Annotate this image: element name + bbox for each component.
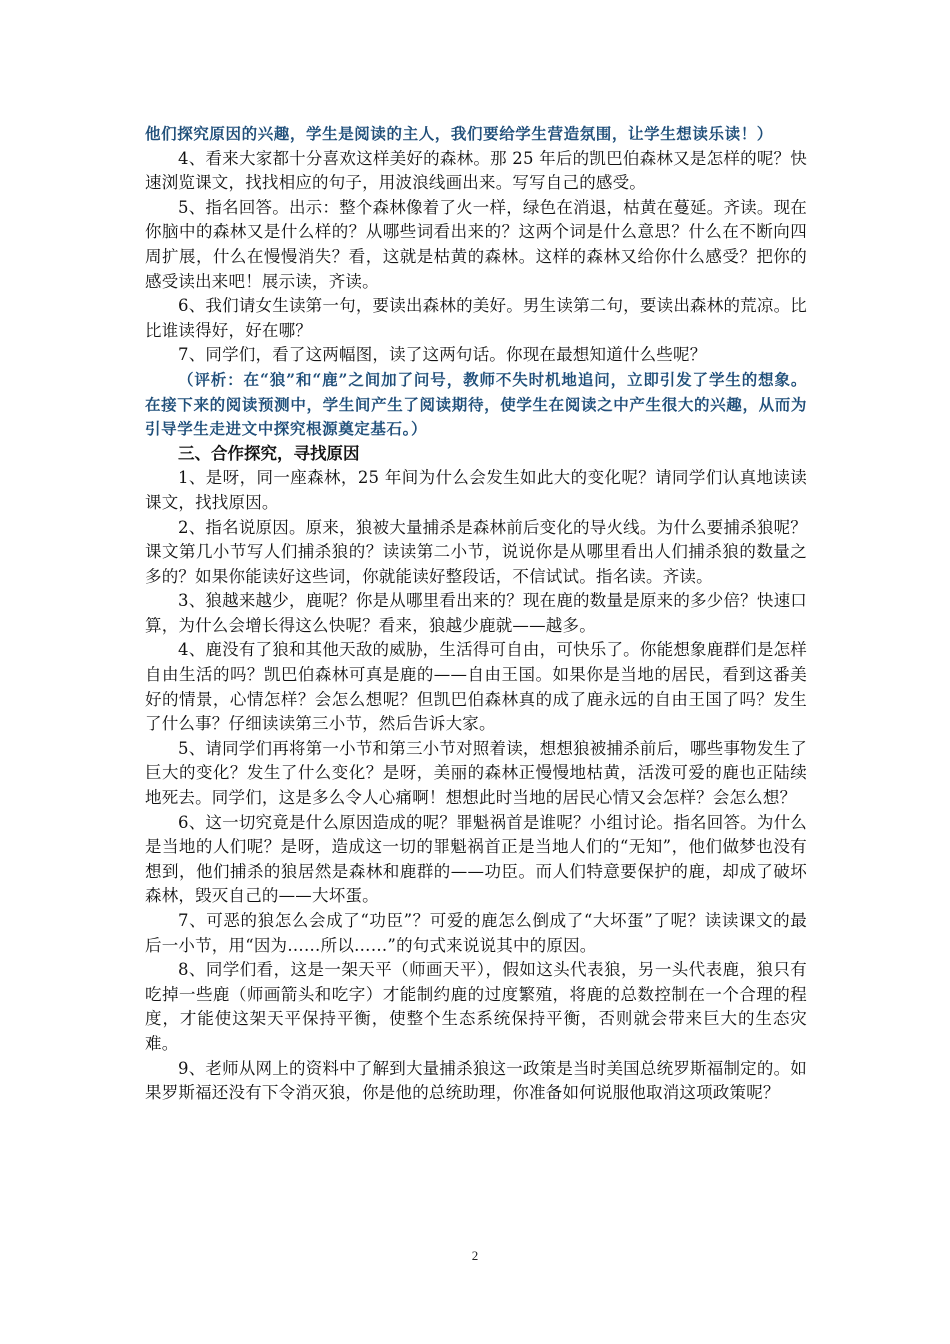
paragraph: 2、指名说原因。原来，狼被大量捕杀是森林前后变化的导火线。为什么要捕杀狼呢？课文第几小节写人们捕杀狼的？读读第二小节，说说你是从哪里看出人们捕杀狼的数量之多的？如果你能读好这些词，你就能读好整段话，不信试试。指名读。齐读。 — [145, 517, 807, 586]
section-heading: 三、合作探究，寻找原因 — [178, 443, 360, 463]
document-body — [145, 122, 807, 1106]
commentary-note: （评析：在“狼”和“鹿”之间加了问号，教师不失时机地追问，立即引发了学生的想象。在接下来的阅读预测中，学生间产生了阅读期待，使学生在阅读之中产生很大的兴趣，从而为引导学生走进文中探究根源奠定基石。） — [145, 369, 807, 439]
paragraph: 6、我们请女生读第一句，要读出森林的美好。男生读第二句，要读出森林的荒凉。比比谁读得好，好在哪？ — [145, 296, 807, 340]
paragraph: 3、狼越来越少，鹿呢？你是从哪里看出来的？现在鹿的数量是原来的多少倍？快速口算，为什么会增长得这么快呢？看来，狼越少鹿就——越多。 — [145, 591, 807, 635]
paragraph: 5、请同学们再将第一小节和第三小节对照着读，想想狼被捕杀前后，哪些事物发生了巨大的变化？发生了什么变化？是呀，美丽的森林正慢慢地枯黄，活泼可爱的鹿也正陆续地死去。同学们，这是多么令人心痛啊！想想此时当地的居民心情又会怎样？会怎么想？ — [145, 738, 807, 808]
paragraph: 6、这一切究竟是什么原因造成的呢？罪魁祸首是谁呢？小组讨论。指名回答。为什么是当地的人们呢？是呀，造成这一切的罪魁祸首正是当地人们的“无知”，他们做梦也没有想到，他们捕杀的狼居然是森林和鹿群的——功臣。而人们特意要保护的鹿，却成了破坏森林，毁灭自己的——大坏蛋。 — [145, 812, 807, 906]
paragraph: 5、指名回答。出示：整个森林像着了火一样，绿色在消退，枯黄在蔓延。齐读。现在你脑中的森林又是什么样的？从哪些词看出来的？这两个词是什么意思？什么在不断向四周扩展，什么在慢慢消失？看，这就是枯黄的森林。这样的森林又给你什么感受？把你的感受读出来吧！展示读，齐读。 — [145, 197, 807, 291]
page-number: 2 — [471, 1248, 479, 1263]
paragraph: 7、同学们，看了这两幅图，读了这两句话。你现在最想知道什么些呢？ — [178, 345, 707, 365]
paragraph: 4、看来大家都十分喜欢这样美好的森林。那 25 年后的凯巴伯森林又是怎样的呢？快速浏览课文，找找相应的句子，用波浪线画出来。写写自己的感受。 — [145, 148, 807, 193]
paragraph: 9、老师从网上的资料中了解到大量捕杀狼这一政策是当时美国总统罗斯福制定的。如果罗斯福还没有下令消灭狼，你是他的总统助理，你准备如何说服他取消这项政策呢？ — [145, 1058, 807, 1103]
commentary-note: 他们探究原因的兴趣，学生是阅读的主人，我们要给学生营造氛围，让学生想读乐读！） — [145, 124, 773, 143]
paragraph: 4、鹿没有了狼和其他天敌的威胁，生活得可自由，可快乐了。你能想象鹿群们是怎样自由生活的吗？凯巴伯森林可真是鹿的——自由王国。如果你是当地的居民，看到这番美好的情景，心情怎样？会怎么想呢？但凯巴伯森林真的成了鹿永远的自由王国了吗？发生了什么事？仔细读读第三小节，然后告诉大家。 — [145, 640, 807, 734]
paragraph: 8、同学们看，这是一架天平（师画天平），假如这头代表狼，另一头代表鹿，狼只有吃掉一些鹿（师画箭头和吃字）才能制约鹿的过度繁殖，将鹿的总数控制在一个合理的程度，才能使这架天平保持平衡，使整个生态系统保持平衡，否则就会带来巨大的生态灾难。 — [145, 960, 807, 1053]
paragraph: 7、可恶的狼怎么会成了“功臣”？可爱的鹿怎么倒成了“大坏蛋”了呢？读读课文的最后一小节，用“因为……所以……”的句式来说说其中的原因。 — [145, 911, 807, 955]
paragraph: 1、是呀，同一座森林，25 年间为什么会发生如此大的变化呢？请同学们认真地读读课文，找找原因。 — [145, 468, 807, 512]
